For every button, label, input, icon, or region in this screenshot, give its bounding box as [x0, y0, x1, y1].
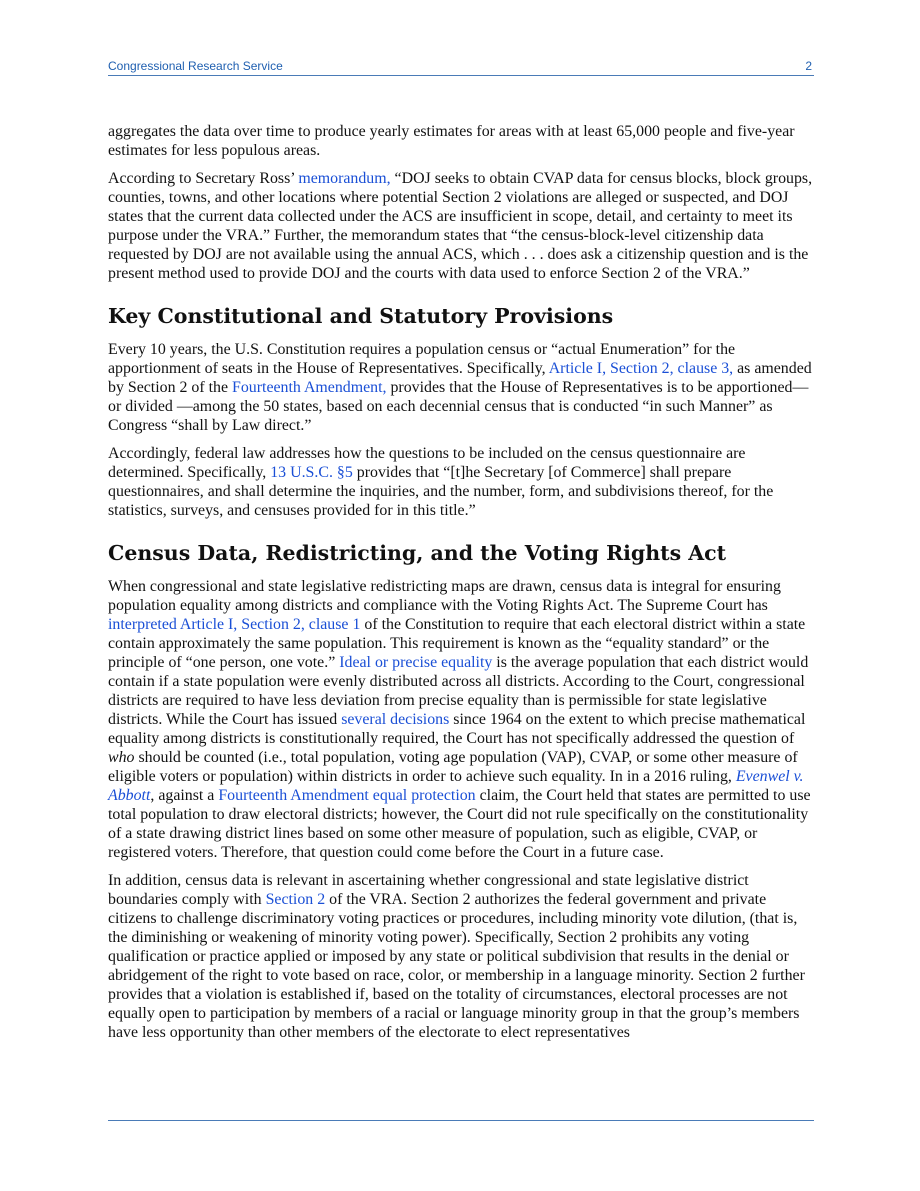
ideal-equality-link[interactable]: Ideal or precise equality: [339, 654, 493, 671]
paragraph-text: , against a: [150, 787, 219, 804]
emphasis-who: who: [108, 749, 135, 766]
header-org: Congressional Research Service: [108, 59, 283, 73]
footer-rule: [108, 1120, 814, 1121]
paragraph-text: claim, the Court held that states are permitted to use total population to draw electoral districts; however, the Court did not rule specifically on the constitutionality of a state drawing district lines based on some other measure of population, such as eligible, CVAP, or registered voters. Therefore, that question could come before the Court in a future case.: [108, 787, 811, 861]
section-2-link[interactable]: Section 2: [265, 891, 326, 908]
paragraph-text: is the average population that each district would contain if a state population were evenly distributed across all districts. According to the Court, congressional districts are required to have less deviation from precise equality than is permissible for state legislative districts. While the Court has issued: [108, 654, 809, 728]
paragraph-2: [108, 169, 814, 283]
memorandum-link[interactable]: memorandum,: [298, 170, 391, 187]
paragraph-text: as amended by Section 2 of the: [108, 360, 812, 396]
paragraph-text: According to Secretary Ross’: [108, 170, 299, 187]
paragraph-text: provides that “[t]he Secretary [of Commerce] shall prepare questionnaires, and shall determine the inquiries, and the number, form, and subdivisions thereof, for the statistics, surveys, and censuses provided for in this title.”: [108, 464, 774, 519]
page-number: 2: [805, 59, 812, 73]
paragraph-text: of the VRA. Section 2 authorizes the federal government and private citizens to challenge discriminatory voting practices or procedures, including minority vote dilution, (that is, the diminishing or weakening of minority voting power). Specifically, Section 2 prohibits any voting qualification or practice applied or imposed by any state or political subdivision that results in the denial or abridgement of the right to vote based on race, color, or membership in a language minority. Section 2 further provides that a violation is established if, based on the totality of circumstances, electoral processes are not equally open to participation by members of a racial or language minority group in that the group’s members have less opportunity than other members of the electorate to elect representatives: [108, 891, 805, 1041]
section-heading-key-provisions: Key Constitutional and Statutory Provisions: [108, 304, 614, 328]
fourteenth-amendment-link[interactable]: Fourteenth Amendment,: [232, 379, 387, 396]
section-heading-census-data: Census Data, Redistricting, and the Voting Rights Act: [108, 541, 727, 565]
paragraph-text: aggregates the data over time to produce yearly estimates for areas with at least 65,000 people and five-year estimates for less populous areas.: [108, 123, 795, 159]
document-body: [108, 122, 814, 1051]
paragraph-text: should be counted (i.e., total population, voting age population (VAP), CVAP, or some other measure of eligible voters or population) within districts in order to achieve such equality. In in a 2016 ruling,: [108, 749, 798, 785]
several-decisions-link[interactable]: several decisions: [341, 711, 450, 728]
paragraph-3: [108, 340, 814, 435]
paragraph-text: since 1964 on the extent to which precise mathematical equality among districts is constitutionally required, the Court has not specifically addressed the question of: [108, 711, 806, 747]
paragraph-text: When congressional and state legislative redistricting maps are drawn, census data is integral for ensuring population equality among districts and compliance with the Voting Rights Act. The Supreme Court has: [108, 578, 781, 614]
evenwel-link[interactable]: Evenwel v. Abbott: [108, 768, 804, 804]
paragraph-text: provides that the House of Representatives is to be apportioned—or divided —among the 50 states, based on each decennial census that is conducted “in such Manner” as Congress “shall by Law direct.”: [108, 379, 809, 434]
paragraph-text: “DOJ seeks to obtain CVAP data for census blocks, block groups, counties, towns, and other locations where potential Section 2 violations are alleged or suspected, and DOJ states that the current data collected under the ACS are insufficient in scope, detail, and certainty to meet its purpose under the VRA.” Further, the memorandum states that “the census-block-level citizenship data requested by DOJ are not available using the annual ACS, which . . . does ask a citizenship question and is the present method used to provide DOJ and the courts with data used to enforce Section 2 of the VRA.”: [108, 170, 813, 282]
equal-protection-link[interactable]: Fourteenth Amendment equal protection: [218, 787, 476, 804]
paragraph-4: [108, 444, 814, 520]
paragraph-text: In addition, census data is relevant in ascertaining whether congressional and state legislative district boundaries comply with: [108, 872, 749, 908]
usc-link[interactable]: 13 U.S.C. §5: [270, 464, 353, 481]
paragraph-text: of the Constitution to require that each electoral district within a state contain approximately the same population. This requirement is known as the “equality standard” or the principle of “one person, one vote.”: [108, 616, 806, 671]
article-i-link[interactable]: Article I, Section 2, clause 3,: [548, 360, 734, 377]
paragraph-text: Every 10 years, the U.S. Constitution requires a population census or “actual Enumeration” for the apportionment of seats in the House of Representatives. Specifically,: [108, 341, 736, 377]
paragraph-5: [108, 577, 814, 862]
interpreted-article-link[interactable]: interpreted Article I, Section 2, clause 1: [108, 616, 361, 633]
paragraph-6: [108, 871, 814, 1042]
paragraph-1: [108, 122, 814, 160]
paragraph-text: Accordingly, federal law addresses how the questions to be included on the census questionnaire are determined. Specifically,: [108, 445, 746, 481]
page-header: [108, 57, 814, 76]
